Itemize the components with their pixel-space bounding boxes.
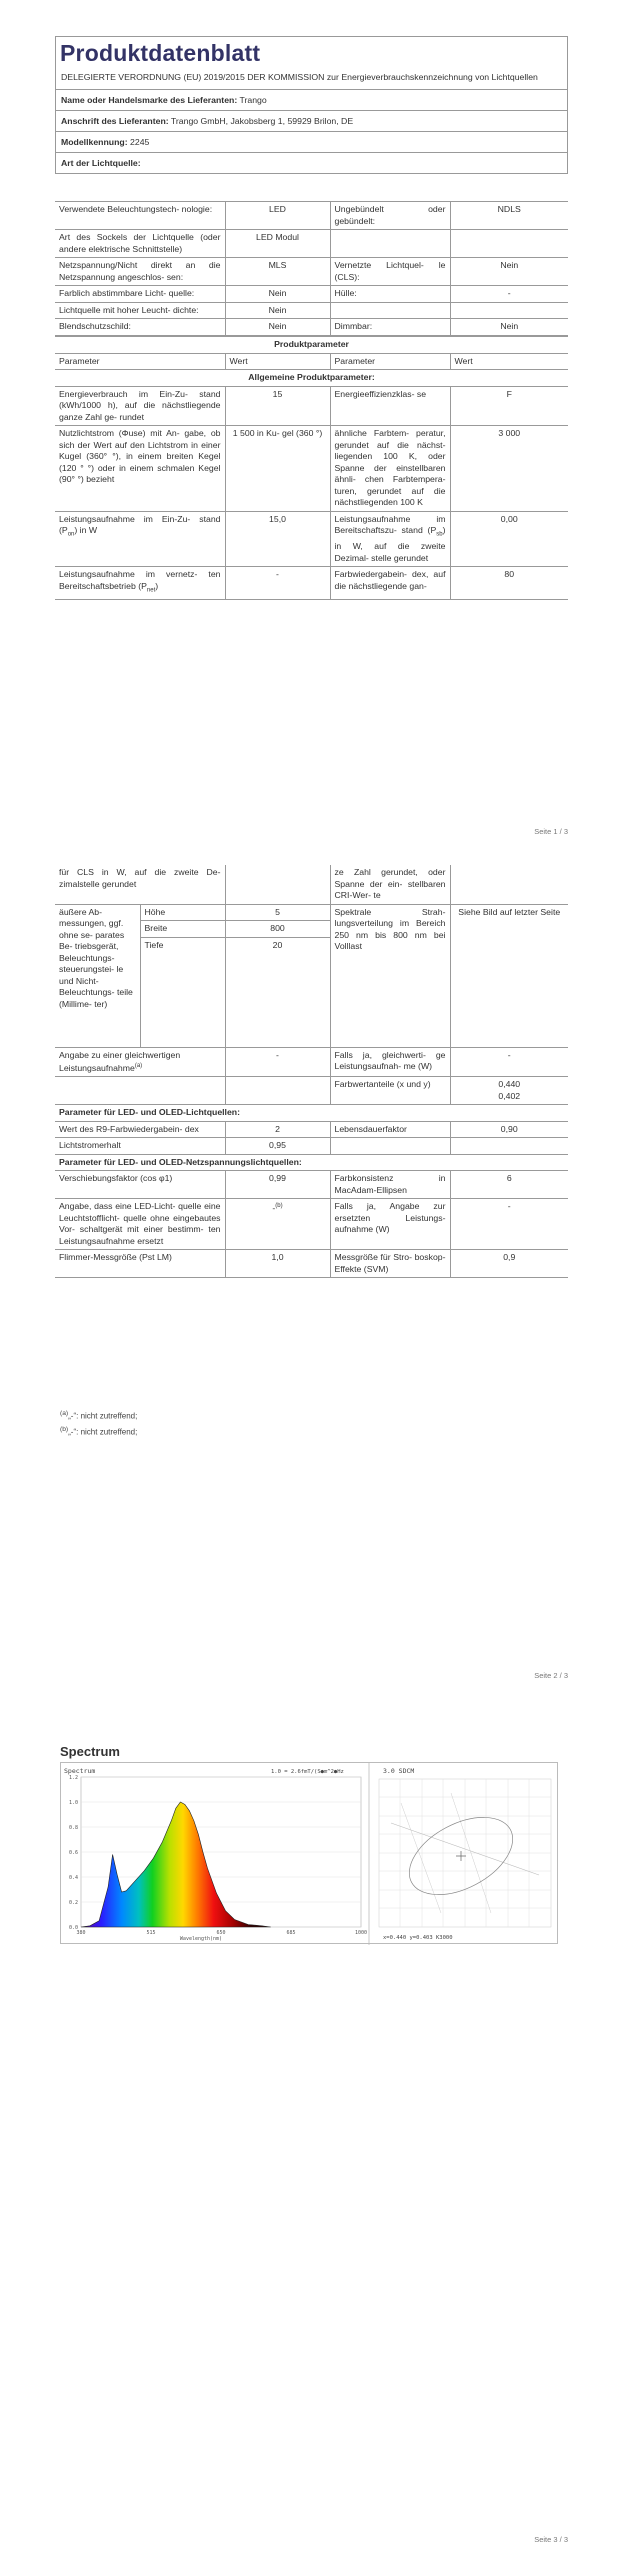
light-type-value: LED Modul	[225, 230, 330, 258]
lifetime-label: Lebensdauerfaktor	[330, 1121, 450, 1138]
light-type-label: Art der Lichtquelle:	[61, 158, 141, 168]
spectral-value: Siehe Bild auf letzter Seite	[450, 904, 568, 1047]
y-tick-label: 0.2	[68, 1900, 78, 1906]
x-tick-label: 515	[146, 1930, 156, 1936]
x-tick-label: 380	[76, 1930, 86, 1936]
light-type-table	[55, 201, 568, 336]
chromaticity-point	[456, 1851, 466, 1861]
replacement-value: -	[272, 1203, 276, 1214]
address-label: Anschrift des Lieferanten:	[61, 116, 169, 126]
equiv-power-ifyes-value: -	[450, 1047, 568, 1077]
model-value: 2245	[130, 137, 150, 147]
general-param-param: Farbwiedergabein- dex, auf die nächstliegende gan-	[330, 567, 450, 600]
light-type-value: Nein	[450, 319, 568, 336]
equiv-power-ifyes: Falls ja, gleichwerti- ge Leistungsaufnah- me (W)	[330, 1047, 450, 1077]
footnote-a-text: „-“: nicht zutreffend;	[68, 1411, 138, 1421]
lumen-maint-label: Lichtstromerhalt	[55, 1138, 225, 1155]
flicker-label: Flimmer-Messgröße (Pst LM)	[55, 1250, 225, 1278]
general-param-row	[55, 426, 568, 512]
spectrum-title: Spectrum	[60, 1744, 120, 1759]
light-type-row	[56, 153, 567, 174]
light-type-value: MLS	[225, 258, 330, 286]
equiv-power-value: -	[225, 1047, 330, 1077]
x-tick-label: 650	[216, 1930, 226, 1936]
y-tick-label: 0.4	[68, 1875, 78, 1881]
dim-value: 800	[225, 921, 330, 938]
equiv-power-cell	[55, 1047, 225, 1077]
cos-phi-value: 0,99	[225, 1171, 330, 1199]
light-type-param: Art des Sockels der Lichtquelle (oder andere elektrische Schnittstelle)	[55, 230, 225, 258]
general-param-value: 15,0	[225, 511, 330, 567]
chart-label-left: Spectrum	[64, 1767, 96, 1775]
stroboscopic-value: 0,9	[450, 1250, 568, 1278]
page-number: Seite 2 / 3	[534, 1671, 568, 1680]
light-type-param: Netzspannung/Nicht direkt an die Netzspannung angeschlos- sen:	[55, 258, 225, 286]
footnote-ref-a: (a)	[134, 1063, 143, 1069]
y-tick-label: 1.2	[68, 1775, 78, 1781]
light-type-param: Ungebündelt oder gebündelt:	[330, 202, 450, 230]
flicker-value: 1,0	[225, 1250, 330, 1278]
light-type-param: Blendschutzschild:	[55, 319, 225, 336]
general-param-row	[55, 511, 568, 567]
light-type-row	[55, 319, 568, 336]
col-param-2: Parameter	[330, 353, 450, 370]
cls-power-cont: für CLS in W, auf die zweite De- zimalstelle gerundet	[55, 865, 225, 904]
model-row	[56, 132, 567, 153]
replacement-label: Angabe, dass eine LED-Licht- quelle eine Leuchtstofflicht- quelle ohne eingebautes Vor- schaltgerät mit einer bestimm- ten Leistungsaufnahme ersetzt	[55, 1199, 225, 1250]
footnote-b	[60, 1426, 137, 1437]
general-param-param: Energieeffizienzklas- se	[330, 386, 450, 426]
datasheet-header	[55, 36, 568, 174]
light-type-row	[55, 302, 568, 319]
light-type-value: Nein	[225, 286, 330, 303]
light-type-row	[55, 202, 568, 230]
page-title: Produktdatenblatt	[60, 40, 261, 66]
general-heading: Allgemeine Produktparameter:	[55, 370, 568, 387]
cie-label: 3.0 SDCM	[383, 1767, 415, 1775]
page-1	[0, 0, 623, 845]
y-tick-label: 1.0	[68, 1800, 78, 1806]
x-axis-label: Wavelength(nm)	[179, 1936, 223, 1942]
replacement-ifyes-value: -	[450, 1199, 568, 1250]
model-label: Modellkennung:	[61, 137, 128, 147]
light-type-value: -	[450, 286, 568, 303]
replacement-ifyes: Falls ja, Angabe zur ersetzten Leistungs- aufnahme (W)	[330, 1199, 450, 1250]
cie-readout: x=0.440 y=0.403 K3000	[383, 1935, 453, 1941]
lifetime-value: 0,90	[450, 1121, 568, 1138]
dim-name: Höhe	[140, 904, 225, 921]
cos-phi-label: Verschiebungsfaktor (cos φ1)	[55, 1171, 225, 1199]
general-param-param: ähnliche Farbtem- peratur, gerundet auf die nächst- liegenden 100 K, oder Spanne der einstellbaren ähnli- chen Farbtempera- turen, gerundet auf die nächstliegenden 100 K	[330, 426, 450, 512]
light-type-value: LED	[225, 202, 330, 230]
chromaticity-value: 0,440 0,402	[450, 1077, 568, 1105]
general-param-row	[55, 567, 568, 600]
r9-label: Wert des R9-Farbwiedergabein- dex	[55, 1121, 225, 1138]
general-param-value: -	[225, 567, 330, 600]
footnote-a-mark: (a)	[60, 1410, 69, 1417]
spectrum-chart	[61, 1763, 559, 1945]
y-tick-label: 0.8	[68, 1825, 78, 1831]
replacement-cell	[225, 1199, 330, 1250]
dim-value: 5	[225, 904, 330, 921]
general-param-value: 1 500 in Ku- gel (360 °)	[225, 426, 330, 512]
page-number: Seite 3 / 3	[534, 2535, 568, 2544]
x-tick-label: 685	[286, 1930, 296, 1936]
equiv-power-label: Angabe zu einer gleichwertigen Leistungsaufnahme	[59, 1049, 181, 1073]
general-param-param: Leistungsaufnahme im Bereitschaftszu- stand $(P_{sb})$ in W, auf die zweite Dezimal- stelle gerundet	[330, 511, 450, 567]
color-consistency-value: 6	[450, 1171, 568, 1199]
address-value: Trango GmbH, Jakobsberg 1, 59929 Brilon, DE	[170, 116, 354, 126]
general-param-param: Energieverbrauch im Ein-Zu- stand (kWh/1000 h), auf die nächstliegende ganze Zahl ge- rundet	[55, 386, 225, 426]
y-tick-label: 0.6	[68, 1850, 78, 1856]
light-type-value: Nein	[450, 258, 568, 286]
mains-params-heading: Parameter für LED- und OLED-Netzspannungslichtquellen:	[55, 1154, 568, 1171]
light-type-value: NDLS	[450, 202, 568, 230]
col-value-2: Wert	[450, 353, 568, 370]
light-type-value: Nein	[225, 302, 330, 319]
address-row	[56, 111, 567, 132]
general-param-param: Nutzlichtstrom (Φuse) mit An- gabe, ob sich der Wert auf den Lichtstrom in einer Kugel (360° °), in einem breiten Kegel (120 ° °) oder in einem schmalen Kegel (90° °) bezieht	[55, 426, 225, 512]
general-param-value: F	[450, 386, 568, 426]
spectral-label: Spektrale Strah- lungsverteilung im Bereich 250 nm bis 800 nm bei Volllast	[330, 904, 450, 1047]
dim-value: 20	[225, 937, 330, 1047]
general-param-param: Leistungsaufnahme im vernetz- ten Bereitschaftsbetrieb $(P_{net})$	[55, 567, 225, 600]
general-param-value: 3 000	[450, 426, 568, 512]
dim-name: Breite	[140, 921, 225, 938]
light-type-param: Dimmbar:	[330, 319, 450, 336]
light-type-param: Farblich abstimmbare Licht- quelle:	[55, 286, 225, 303]
led-params-heading: Parameter für LED- und OLED-Lichtquellen:	[55, 1105, 568, 1122]
light-type-row	[55, 230, 568, 258]
page-3	[0, 1690, 623, 2560]
light-type-row	[55, 258, 568, 286]
product-params-table	[55, 336, 568, 600]
supplier-value: Trango	[239, 95, 267, 105]
footnote-ref-b: (b)	[275, 1203, 283, 1210]
col-value-1: Wert	[225, 353, 330, 370]
product-params-table-cont	[55, 865, 568, 1278]
supplier-row	[56, 90, 567, 111]
chart-label-right: 1.0 = 2.6fmT/(S●m^2●Hz	[271, 1769, 344, 1775]
y-tick-label: 0.0	[68, 1925, 78, 1931]
general-param-row	[55, 386, 568, 426]
footnote-a	[60, 1410, 137, 1421]
chromaticity-label: Farbwertanteile (x und y)	[330, 1077, 450, 1105]
stroboscopic-label: Messgröße für Stro- boskop-Effekte (SVM)	[330, 1250, 450, 1278]
lumen-maint-value: 0,95	[225, 1138, 330, 1155]
footnote-b-text: „-“: nicht zutreffend;	[68, 1427, 138, 1437]
light-type-value	[450, 302, 568, 319]
spectrum-figure	[60, 1762, 558, 1944]
regulation-subtitle: DELEGIERTE VERORDNUNG (EU) 2019/2015 DER KOMMISSION zur Energieverbrauchskennzeichnung von Lichtquellen	[56, 67, 567, 90]
cie-grid	[379, 1779, 551, 1927]
light-type-param: Vernetzte Lichtquel- le (CLS):	[330, 258, 450, 286]
light-type-param: Verwendete Beleuchtungstech- nologie:	[55, 202, 225, 230]
col-param-1: Parameter	[55, 353, 225, 370]
r9-value: 2	[225, 1121, 330, 1138]
page-number: Seite 1 / 3	[534, 827, 568, 836]
cri-cont: ze Zahl gerundet, oder Spanne der ein- stellbaren CRI-Wer- te	[330, 865, 450, 904]
light-type-param: Lichtquelle mit hoher Leucht- dichte:	[55, 302, 225, 319]
spectrum-curve	[81, 1802, 271, 1927]
general-param-value: 80	[450, 567, 568, 600]
general-param-param: Leistungsaufnahme im Ein-Zu- stand $(P_{on})$ in W	[55, 511, 225, 567]
dimensions-label: äußere Ab- messungen, ggf. ohne se- parates Be- triebsgerät, Beleuchtungs- steuerungstei- le und Nicht- Beleuchtungs- teile (Millime- ter)	[55, 904, 140, 1047]
x-tick-label: 1000	[354, 1930, 368, 1936]
light-type-param	[330, 230, 450, 258]
dim-name: Tiefe	[140, 937, 225, 1047]
light-type-param	[330, 302, 450, 319]
general-param-value: 15	[225, 386, 330, 426]
supplier-label: Name oder Handelsmarke des Lieferanten:	[61, 95, 238, 105]
params-heading: Produktparameter	[55, 337, 568, 354]
page-2	[0, 845, 623, 1690]
general-param-value: 0,00	[450, 511, 568, 567]
light-type-param: Hülle:	[330, 286, 450, 303]
light-type-value	[450, 230, 568, 258]
light-type-value: Nein	[225, 319, 330, 336]
footnote-b-mark: (b)	[60, 1426, 69, 1433]
light-type-row	[55, 286, 568, 303]
color-consistency-label: Farbkonsistenz in MacAdam-Ellipsen	[330, 1171, 450, 1199]
